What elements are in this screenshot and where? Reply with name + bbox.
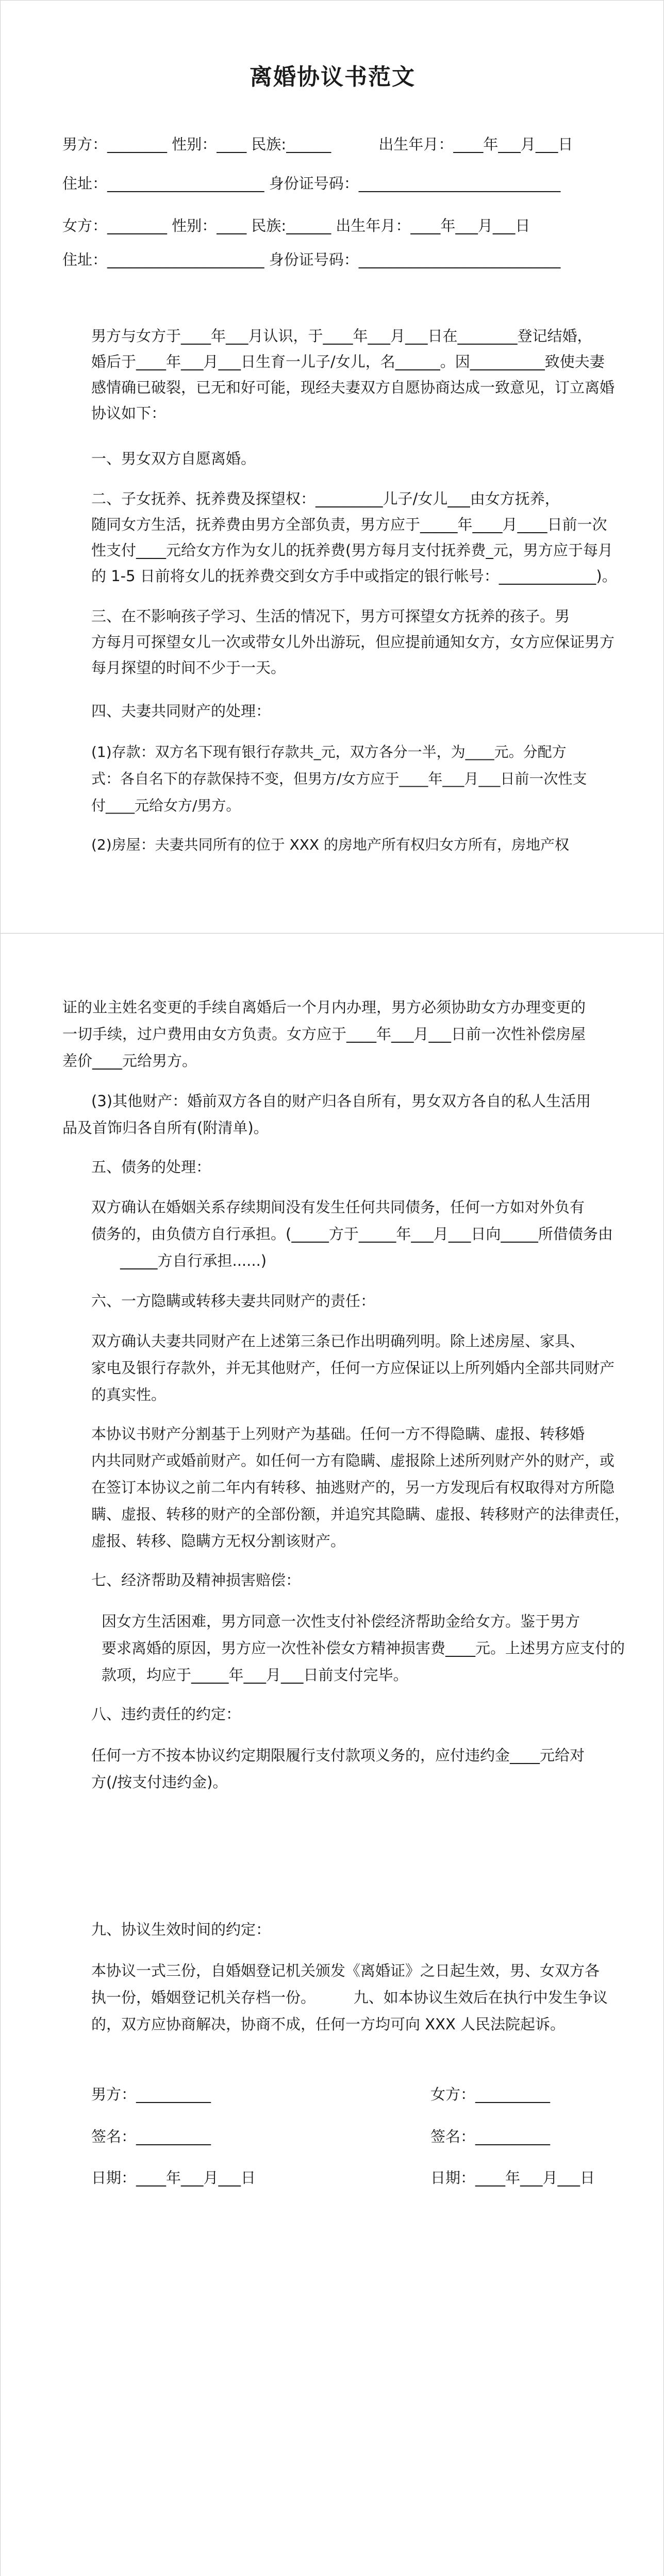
male-signature-line: 男方：__________ xyxy=(91,2086,211,2103)
intro-paragraph-line: 感情确已破裂，已无和好可能，现经夫妻双方自愿协商达成一致意见，订立离婚 xyxy=(91,379,615,396)
female-date-line: 日期：____年___月___日 xyxy=(430,2169,595,2187)
clause-9-line: 本协议一式三份，自婚姻登记机关颁发《离婚证》之日起生效，男、女双方各 xyxy=(91,1962,600,1979)
female-sign-name-line: 签名：__________ xyxy=(430,2128,551,2145)
clause-6-heading: 六、一方隐瞒或转移夫妻共同财产的责任： xyxy=(91,1292,376,1310)
clause-4-deposit-line: 付____元给女方/男方。 xyxy=(91,797,241,814)
clause-6-line: 家电及银行存款外，并无其他财产，任何一方应保证以上所列婚内全部共同财产 xyxy=(91,1359,615,1377)
clause-4-house-line: (2)房屋：夫妻共同所有的位于 XXX 的房地产所有权归女方所有，房地产权 xyxy=(91,836,570,853)
document-page-2 xyxy=(0,934,664,2576)
intro-paragraph-line: 协议如下： xyxy=(91,404,167,422)
clause-6-line: 本协议书财产分割基于上列财产为基础。任何一方不得隐瞒、虚报、转移婚 xyxy=(91,1425,585,1443)
clause-8-line: 任何一方不按本协议约定期限履行支付款项义务的，应付违约金____元给对 xyxy=(91,1747,585,1764)
female-signature-line: 女方：__________ xyxy=(430,2086,551,2103)
clause-2-line: 性支付____元给女方作为女儿的抚养费(男方每月支付抚养费_元，男方应于每月 xyxy=(91,541,613,559)
clause-6-line: 的真实性。 xyxy=(91,1386,167,1403)
clause-9-line: 执一份，婚姻登记机关存档一份。 九、如本协议生效后在执行中发生争议 xyxy=(91,1989,608,2006)
clause-4-heading: 四、夫妻共同财产的处理： xyxy=(91,702,271,720)
clause-7-line: 因女方生活困难，男方同意一次性支付补偿经济帮助金给女方。鉴于男方 xyxy=(102,1613,580,1630)
house-continuation-line: 差价____元给男方。 xyxy=(62,1052,197,1070)
clause-2-line: 二、子女抚养、抚养费及探望权：_________儿子/女儿___由女方抚养， xyxy=(91,490,560,507)
clause-2-line: 的 1-5 日前将女儿的抚养费交到女方手中或指定的银行帐号：_____________)。 xyxy=(91,567,617,585)
document-page-1 xyxy=(0,0,664,934)
clause-4-deposit-line: (1)存款：双方名下现有银行存款共_元，双方各分一半，为____元。分配方 xyxy=(91,743,567,760)
document-title: 离婚协议书范文 xyxy=(250,64,416,90)
intro-paragraph-line: 婚后于____年___月___日生育一儿子/女儿，名______。因__________致使夫妻 xyxy=(91,353,605,370)
female-address-line: 住址：_____________________ 身份证号码：___________________________ xyxy=(62,251,561,268)
intro-paragraph-line: 男方与女方于____年___月认识，于____年___月___日在________登记结婚， xyxy=(91,327,592,345)
clause-6-line: 在签订本协议之前二年内有转移、抽逃财产的，另一方发现后有权取得对方所隐 xyxy=(91,1479,615,1496)
house-continuation-line: 证的业主姓名变更的手续自离婚后一个月内办理，男方必须协助女方办理变更的 xyxy=(62,998,586,1016)
clause-3-line: 方每月可探望女儿一次或带女儿外出游玩，但应提前通知女方，女方应保证男方 xyxy=(91,633,615,651)
male-sign-name-line: 签名：__________ xyxy=(91,2128,211,2145)
male-date-line: 日期：____年___月___日 xyxy=(91,2169,256,2187)
clause-2-line: 随同女方生活，抚养费由男方全部负责，男方应于_____年____月____日前一次 xyxy=(91,516,607,533)
house-continuation-line: 一切手续，过户费用由女方负责。女方应于____年___月___日前一次性补偿房屋 xyxy=(62,1025,586,1043)
clause-9-line: 的，双方应协商解决，协商不成，任何一方均可向 XXX 人民法院起诉。 xyxy=(91,2015,566,2033)
clause-6-line: 瞒、虚报、转移的财产的全部份额，并追究其隐瞒、虚报、转移财产的法律责任， xyxy=(91,1505,630,1523)
clause-7-heading: 七、经济帮助及精神损害赔偿： xyxy=(91,1571,301,1589)
clause-3-line: 三、在不影响孩子学习、生活的情况下，男方可探望女方抚养的孩子。男 xyxy=(91,607,570,625)
clause-6-line: 虚报、转移、隐瞒方无权分割该财产。 xyxy=(91,1532,346,1550)
clause-5-line: 债务的，由负债方自行承担。(_____方于_____年___月___日向_____所借债务由 xyxy=(91,1225,613,1243)
clause-6-line: 双方确认夫妻共同财产在上述第三条已作出明确列明。除上述房屋、家具、 xyxy=(91,1332,585,1350)
clause-5-line: _____方自行承担......) xyxy=(120,1252,267,1269)
clause-1-heading: 一、男女双方自愿离婚。 xyxy=(91,450,256,467)
female-info-line: 女方：________ 性别：____ 民族:______ 出生年月：____年___月___日 xyxy=(62,217,530,234)
other-property-line: 品及首饰归各自所有(附清单)。 xyxy=(62,1119,269,1137)
clause-5-heading: 五、债务的处理： xyxy=(91,1158,211,1176)
clause-3-line: 每月探望的时间不少于一天。 xyxy=(91,659,286,676)
clause-5-line: 双方确认在婚姻关系存续期间没有发生任何共同债务，任何一方如对外负有 xyxy=(91,1198,585,1216)
clause-8-line: 方(/按支付违约金)。 xyxy=(91,1773,228,1791)
other-property-line: (3)其他财产：婚前双方各自的财产归各自所有，男女双方各自的私人生活用 xyxy=(91,1092,591,1110)
clause-6-line: 内共同财产或婚前财产。如任何一方有隐瞒、虚报除上述所列财产外的财产，或 xyxy=(91,1452,615,1469)
male-address-line: 住址：_____________________ 身份证号码：___________________________ xyxy=(62,175,561,192)
male-info-line: 男方：________ 性别：____ 民族:______ 出生年月：____年___月___日 xyxy=(62,135,573,153)
clause-7-line: 要求离婚的原因，男方应一次性补偿女方精神损害费____元。上述男方应支付的 xyxy=(102,1639,625,1657)
clause-8-heading: 八、违约责任的约定： xyxy=(91,1705,241,1723)
clause-9-heading: 九、协议生效时间的约定： xyxy=(91,1921,271,1938)
clause-4-deposit-line: 式：各自名下的存款保持不变，但男方/女方应于____年___月___日前一次性支 xyxy=(91,770,587,787)
clause-7-line: 款项，均应于_____年___月___日前支付完毕。 xyxy=(102,1666,408,1684)
